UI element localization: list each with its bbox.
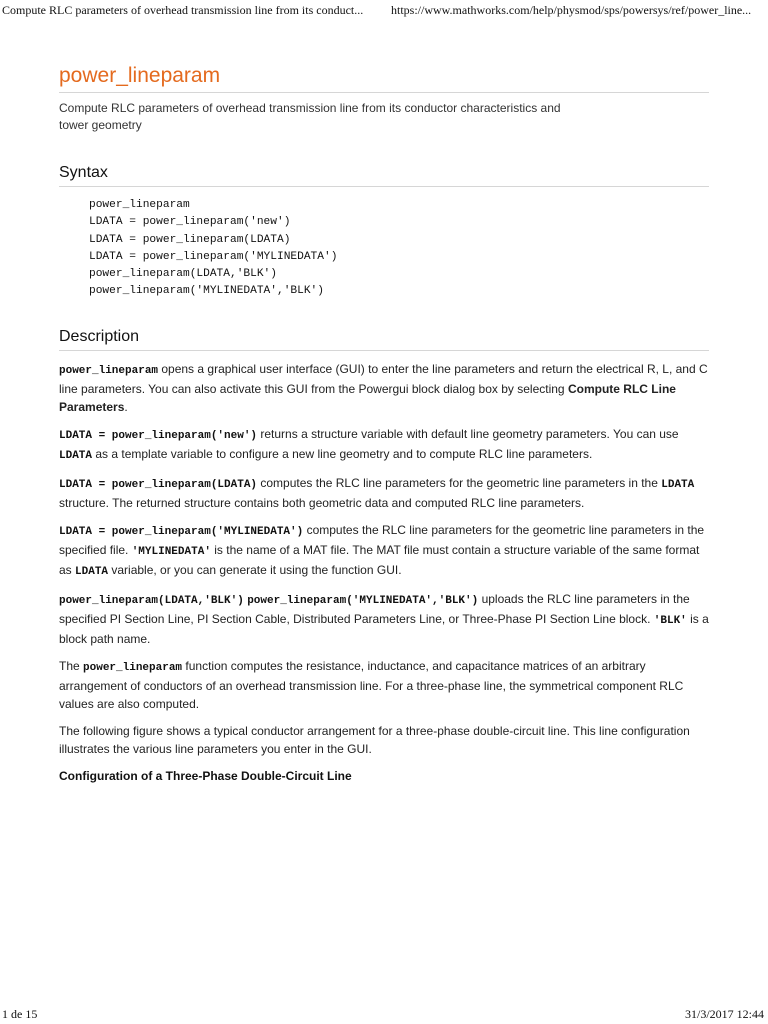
syntax-line: LDATA = power_lineparam(LDATA) (89, 233, 291, 246)
inline-code: LDATA = power_lineparam('MYLINEDATA') (59, 525, 304, 538)
description-paragraph: The following figure shows a typical conductor arrangement for a three-phase double-circuit line. This line configuration illustrates the various line parameters you enter in the GUI. (59, 723, 690, 756)
inline-code: power_lineparam(LDATA,'BLK') (59, 594, 244, 607)
syntax-heading: Syntax (59, 164, 709, 187)
inline-code: LDATA (59, 449, 93, 462)
description-paragraph: power_lineparam opens a graphical user interface (GUI) to enter the line parameters and return the electrical R, L, and C line parameters. You can also activate this GUI from the Powergui block dialog box by selecting Compute RLC Line Parameters. (59, 361, 708, 414)
page-title: power_lineparam (59, 64, 709, 93)
document-content (59, 64, 709, 783)
print-header (0, 0, 768, 22)
print-datetime: 31/3/2017 12:44 (684, 1007, 764, 1021)
description-paragraph: LDATA = power_lineparam(LDATA) computes the RLC line parameters for the geometric line parameters in the LDATA structure. The returned structure contains both geometric data and computed RLC line parameters. (59, 475, 695, 510)
inline-code: power_lineparam('MYLINEDATA','BLK') (247, 594, 479, 607)
inline-code: LDATA (75, 565, 109, 578)
inline-code: LDATA = power_lineparam('new') (59, 429, 258, 442)
gui-option-label: Compute RLC Line Parameters (59, 381, 676, 414)
description-paragraph: LDATA = power_lineparam('MYLINEDATA') computes the RLC line parameters for the geometric line parameters in the specified file. 'MYLINEDATA' is the name of a MAT file. The MAT file must contain a structure variable of the same format as LDATA variable, or you can generate it using the function GUI. (59, 522, 705, 578)
syntax-line: LDATA = power_lineparam('new') (89, 216, 291, 229)
page-number: 1 de 15 (2, 1007, 38, 1021)
print-footer (0, 1007, 768, 1023)
print-url: https://www.mathworks.com/help/physmod/sps/powersys/ref/power_line... (391, 3, 752, 17)
inline-code: 'MYLINEDATA' (131, 545, 211, 558)
figure-caption: Configuration of a Three-Phase Double-Circuit Line (59, 768, 352, 783)
description-heading: Description (59, 328, 709, 351)
description-paragraph: The power_lineparam function computes the resistance, inductance, and capacitance matrices of an arbitrary arrangement of conductors of an overhead transmission line. For a three-phase line, the symmetrical component RLC values are also computed. (59, 658, 684, 711)
inline-code: LDATA (661, 478, 695, 491)
description-paragraph: LDATA = power_lineparam('new') returns a structure variable with default line geometry parameters. You can use LDATA as a template variable to configure a new line geometry and to compute RLC line parameters. (59, 426, 679, 462)
inline-code: power_lineparam (59, 364, 159, 377)
inline-code: 'BLK' (653, 614, 687, 627)
syntax-line: power_lineparam('MYLINEDATA','BLK') (89, 285, 324, 298)
syntax-line: LDATA = power_lineparam('MYLINEDATA') (89, 250, 338, 263)
inline-code: power_lineparam (83, 661, 183, 674)
syntax-code-block (89, 197, 709, 301)
inline-code: LDATA = power_lineparam(LDATA) (59, 478, 258, 491)
description-paragraph: power_lineparam(LDATA,'BLK') power_lineparam('MYLINEDATA','BLK') uploads the RLC line parameters in the specified PI Section Line, PI Section Cable, Distributed Parameters Line, or Three-Phase PI Section Line block. 'BLK' is a block path name. (59, 591, 709, 646)
print-page-title: Compute RLC parameters of overhead transmission line from its conduct... (2, 3, 364, 17)
syntax-line: power_lineparam (89, 199, 190, 211)
purpose-text: Compute RLC parameters of overhead transmission line from its conductor characteristics and tower geometry (59, 101, 561, 132)
syntax-line: power_lineparam(LDATA,'BLK') (89, 268, 277, 281)
